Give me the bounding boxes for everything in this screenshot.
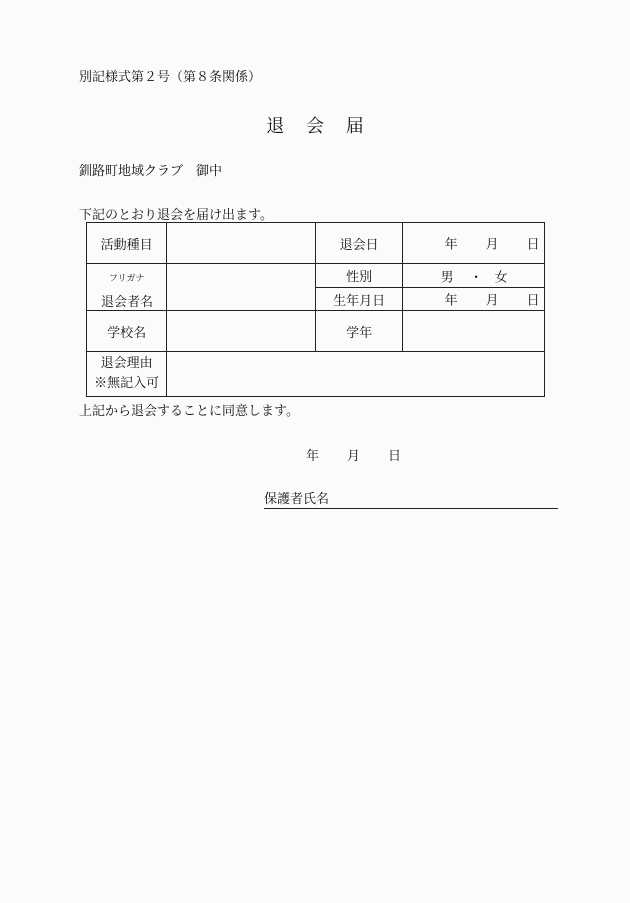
year-unit: 年 (444, 293, 458, 309)
title-char: 退 (266, 116, 285, 137)
reason-field[interactable] (167, 352, 545, 397)
day-unit: 日 (526, 237, 540, 253)
name-label-cell (87, 264, 167, 311)
grade-label: 学年 (316, 311, 402, 352)
school-label: 学校名 (87, 311, 167, 352)
month-unit: 月 (485, 293, 499, 309)
withdrawal-form-table (86, 222, 545, 397)
guardian-name-line[interactable] (264, 488, 558, 509)
name-field[interactable] (167, 264, 316, 311)
furigana-label: フリガナ (109, 274, 145, 284)
intro-text: 下記のとおり退会を届け出ます。 (79, 208, 273, 223)
gender-male-option[interactable]: 男 (440, 270, 454, 285)
year-unit: 年 (444, 237, 458, 253)
gender-separator: ・ (469, 270, 483, 285)
year-unit: 年 (306, 449, 320, 464)
gender-field[interactable] (402, 264, 544, 288)
day-unit: 日 (388, 449, 402, 464)
grade-field[interactable] (402, 311, 544, 352)
month-unit: 月 (347, 449, 361, 464)
birthdate-field[interactable] (402, 288, 544, 311)
reason-label-cell (87, 352, 167, 397)
guardian-label: 保護者氏名 (264, 492, 330, 507)
consent-text: 上記から退会することに同意します。 (79, 404, 299, 419)
reason-label: 退会理由 (100, 356, 153, 371)
addressee: 釧路町地域クラブ 御中 (79, 164, 223, 179)
gender-female-option[interactable]: 女 (494, 270, 508, 285)
withdraw-date-field[interactable] (402, 223, 544, 264)
gender-label: 性別 (316, 264, 402, 288)
withdraw-date-label: 退会日 (316, 223, 402, 264)
title-char: 届 (345, 116, 364, 137)
month-unit: 月 (485, 237, 499, 253)
birthdate-label: 生年月日 (316, 288, 402, 311)
activity-field[interactable] (167, 223, 316, 264)
form-number-label: 別記様式第２号（第８条関係） (79, 70, 262, 85)
page-title (0, 112, 630, 138)
day-unit: 日 (526, 293, 540, 309)
name-label: 退会者名 (101, 295, 154, 310)
activity-label: 活動種目 (87, 223, 167, 264)
reason-note: ※無記入可 (94, 376, 160, 391)
school-field[interactable] (167, 311, 316, 352)
title-char: 会 (306, 116, 324, 137)
